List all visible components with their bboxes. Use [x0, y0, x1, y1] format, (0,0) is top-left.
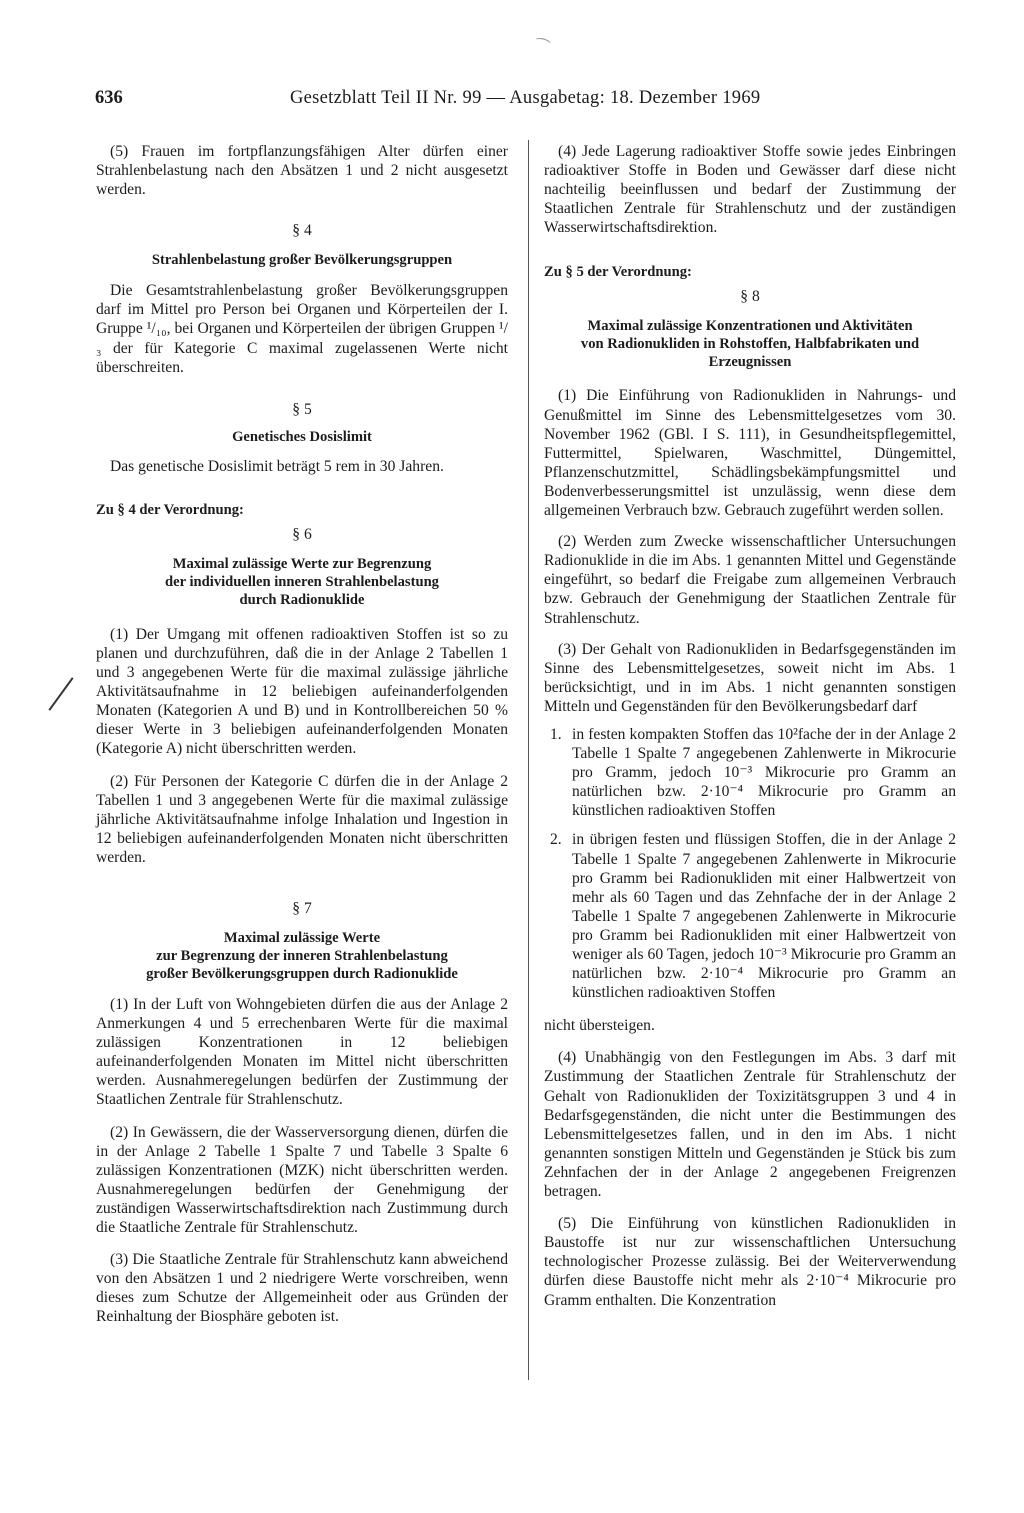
section-title-line: Maximal zulässige Konzentrationen und Aktivitäten	[587, 318, 913, 335]
list-item-text: in festen kompakten Stoffen das 10²fache der in der Anlage 2 Tabelle 1 Spalte 7 angegebenen Zahlenwerte in Mikrocurie pro Gramm, jedoch 10⁻³ Mikrocurie pro Gramm an natürlichen bzw. 2·10⁻⁴ Mikrocurie pro Gramm an künstlichen radioaktiven Stoffen	[572, 725, 956, 820]
section-number: § 8	[740, 288, 760, 306]
section-number: § 5	[292, 400, 312, 418]
list-item-number: 1.	[550, 725, 562, 743]
section-title: Strahlenbelastung großer Bevölkerungsgruppen	[151, 252, 453, 269]
section-title-line: zur Begrenzung der inneren Strahlenbelastung	[156, 947, 448, 964]
section-title-line: großer Bevölkerungsgruppen durch Radionuklide	[146, 965, 458, 982]
column-divider	[528, 140, 529, 1380]
section-paragraph: (1) Der Umgang mit offenen radioaktiven Stoffen ist so zu planen und durchzuführen, daß die in der Anlage 2 Tabellen 1 und 3 angegebenen Werte für die maximal zulässige jährliche Aktivitätsaufnahme in 12 beliebigen aufeinanderfolgenden Monaten (Kategorien A und B) und in Kontrollbereichen 50 % dieser Werte in 3 beliebigen aufeinanderfolgenden Monaten (Kategorie A) nicht überschritten werden.	[96, 625, 508, 758]
section-title-line: der individuellen inneren Strahlenbelastung	[165, 573, 439, 590]
section-title-line: von Radionukliden in Rohstoffen, Halbfabrikaten und	[580, 336, 920, 353]
section-paragraph: (1) Die Einführung von Radionukliden in Nahrungs- und Genußmittel im Sinne des Lebensmittelgesetzes vom 30. November 1962 (GBl. I S. 111), in Gesundheitspflegemittel, Futtermittel, Spielwaren, Waschmittel, Düngemittel, Pflanzenschutzmittel, Schädlingsbekämpfungsmittel und Bodenverbesserungsmittel ist unzulässig, wenn diese dem allgemeinen Verbrauch bzw. Gebrauch zugeführt werden sollen.	[544, 387, 956, 520]
list-item-text: in übrigen festen und flüssigen Stoffen, die in der Anlage 2 Tabelle 1 Spalte 7 angegebenen Zahlenwerte in Mikrocurie pro Gramm bei Radionukliden mit einer Halbwertzeit von mehr als 60 Tagen und das Zehnfache der in der Anlage 2 Tabelle 1 Spalte 7 angegebenen Zahlenwerte in Mikrocurie pro Gramm bei Radionukliden mit einer Halbwertzeit von weniger als 60 Tagen, jedoch 10⁻³ Mikrocurie pro Gramm an natürlichen bzw. 2·10⁻⁴ Mikrocurie pro Gramm an künstlichen radioaktiven Stoffen	[572, 831, 956, 1002]
paragraph-lagerung: (4) Jede Lagerung radioaktiver Stoffe sowie jedes Einbringen radioaktiver Stoffe in Boden und Gewässer darf diese nicht nachteilig beeinflussen und bedarf der Zustimmung der Staatlichen Zentrale für Strahlenschutz und der zuständigen Wasserwirtschaftsdirektion.	[544, 143, 956, 237]
section-title: Genetisches Dosislimit	[232, 428, 372, 445]
section-number: § 4	[292, 222, 312, 240]
page-number: 636	[95, 88, 123, 108]
section-number: § 6	[292, 525, 312, 543]
section-paragraph: (4) Unabhängig von den Festlegungen im Abs. 3 darf mit Zustimmung der Staatlichen Zentrale für Strahlenschutz der Gehalt von Radionukliden der Toxizitätsgruppen 3 und 4 in Bedarfsgegenständen, die nicht unter die Bestimmungen des Lebensmittelgesetzes fallen, und in den im Abs. 1 nicht genannten sonstigen Mitteln und Gegenständen je Stück bis zum Zehnfachen der in der Anlage 2 angegebenen Freigrenzen betragen.	[544, 1049, 956, 1201]
running-title: Gesetzblatt Teil II Nr. 99 — Ausgabetag: 18. Dezember 1969	[290, 88, 761, 108]
section-paragraph: (2) In Gewässern, die der Wasserversorgung dienen, dürfen die in der Anlage 2 Tabelle 1 Spalte 7 und Tabelle 3 Spalte 6 zulässigen Konzentrationen (MZK) nicht überschritten werden. Ausnahmeregelungen bedürfen der Genehmigung der zuständigen Wasserwirtschaftsdirektion nach Zustimmung durch die Staatliche Zentrale für Strahlenschutz.	[96, 1123, 508, 1236]
list-conclusion: nicht übersteigen.	[544, 1017, 655, 1035]
numbered-list	[544, 725, 956, 1002]
section-title-line: Erzeugnissen	[708, 354, 792, 371]
verordnung-heading: Zu § 5 der Verordnung:	[544, 264, 692, 281]
section-number: § 7	[292, 899, 312, 917]
section-paragraph: (2) Werden zum Zwecke wissenschaftlicher Untersuchungen Radionuklide in die im Abs. 1 genannten Mittel und Gegenstände eingeführt, so bedarf die Freigabe zum allgemeinen Verbrauch bzw. Gebrauch der Genehmigung der Staatlichen Zentrale für Strahlenschutz.	[544, 533, 956, 627]
section-paragraph: (2) Für Personen der Kategorie C dürfen die in der Anlage 2 Tabellen 1 und 3 angegebenen Werte für die maximal zulässige jährliche Aktivitätsaufnahme infolge Inhalation und Ingestion in 12 beliebigen aufeinanderfolgenden Monaten nicht überschritten werden.	[96, 772, 508, 866]
list-item-number: 2.	[550, 831, 562, 849]
section-text: Die Gesamtstrahlenbelastung großer Bevölkerungsgruppen darf im Mittel pro Person bei Organen und Körperteilen der I. Gruppe ¹/₁₀, bei Organen und Körperteilen der übrigen Gruppen ¹/₃ der für Kategorie C maximal zugelassenen Werte nicht überschreiten.	[96, 282, 508, 376]
section-paragraph: (3) Die Staatliche Zentrale für Strahlenschutz kann abweichend von den Absätzen 1 und 2 niedrigere Werte vorschreiben, wenn dieses zum Schutze der Allgemeinheit oder aus Gründen der Reinhaltung der Biosphäre geboten ist.	[96, 1251, 508, 1326]
section-paragraph: (5) Die Einführung von künstlichen Radionukliden in Baustoffe ist nur zur wissenschaftlichen Untersuchung technologischer Prozesse zulässig. Bei der Weiterverwendung dürfen diese Baustoffe nicht mehr als 2·10⁻⁴ Mikrocurie pro Gramm enthalten. Die Konzentration	[544, 1215, 956, 1309]
section-text: Das genetische Dosislimit beträgt 5 rem in 30 Jahren.	[110, 457, 444, 475]
verordnung-heading: Zu § 4 der Verordnung:	[96, 501, 244, 518]
page-header	[95, 84, 955, 114]
section-paragraph: (1) In der Luft von Wohngebieten dürfen die aus der Anlage 2 Anmerkungen 4 und 5 errechenbaren Werte für die maximal zulässigen Konzentrationen in 12 beliebigen aufeinanderfolgenden Monaten im Mittel nicht überschritten werden. Ausnahmeregelungen bedürfen der Zustimmung der Staatlichen Zentrale für Strahlenschutz.	[96, 995, 508, 1109]
left-column	[96, 142, 508, 1326]
paragraph-frauen: (5) Frauen im fortpflanzungsfähigen Alter dürfen einer Strahlenbelastung nach den Absätzen 1 und 2 nicht ausgesetzt werden.	[96, 143, 508, 199]
section-title-line: Maximal zulässige Werte zur Begrenzung	[172, 555, 432, 572]
list-item	[544, 830, 956, 1002]
section-title-line: Maximal zulässige Werte	[223, 929, 381, 946]
margin-stroke-icon	[48, 677, 73, 711]
section-title-line: durch Radionuklide	[239, 591, 365, 608]
right-column	[544, 142, 956, 1310]
section-paragraph: (3) Der Gehalt von Radionukliden in Bedarfsgegenständen im Sinne des Lebensmittelgesetzes, soweit nicht im Abs. 1 berücksichtigt, und in im Abs. 1 nicht genannten sonstigen Mitteln und Gegenständen für den Bevölkerungsbedarf darf	[544, 640, 956, 715]
list-item	[544, 725, 956, 820]
pencil-mark-icon: ⁀	[532, 38, 550, 59]
